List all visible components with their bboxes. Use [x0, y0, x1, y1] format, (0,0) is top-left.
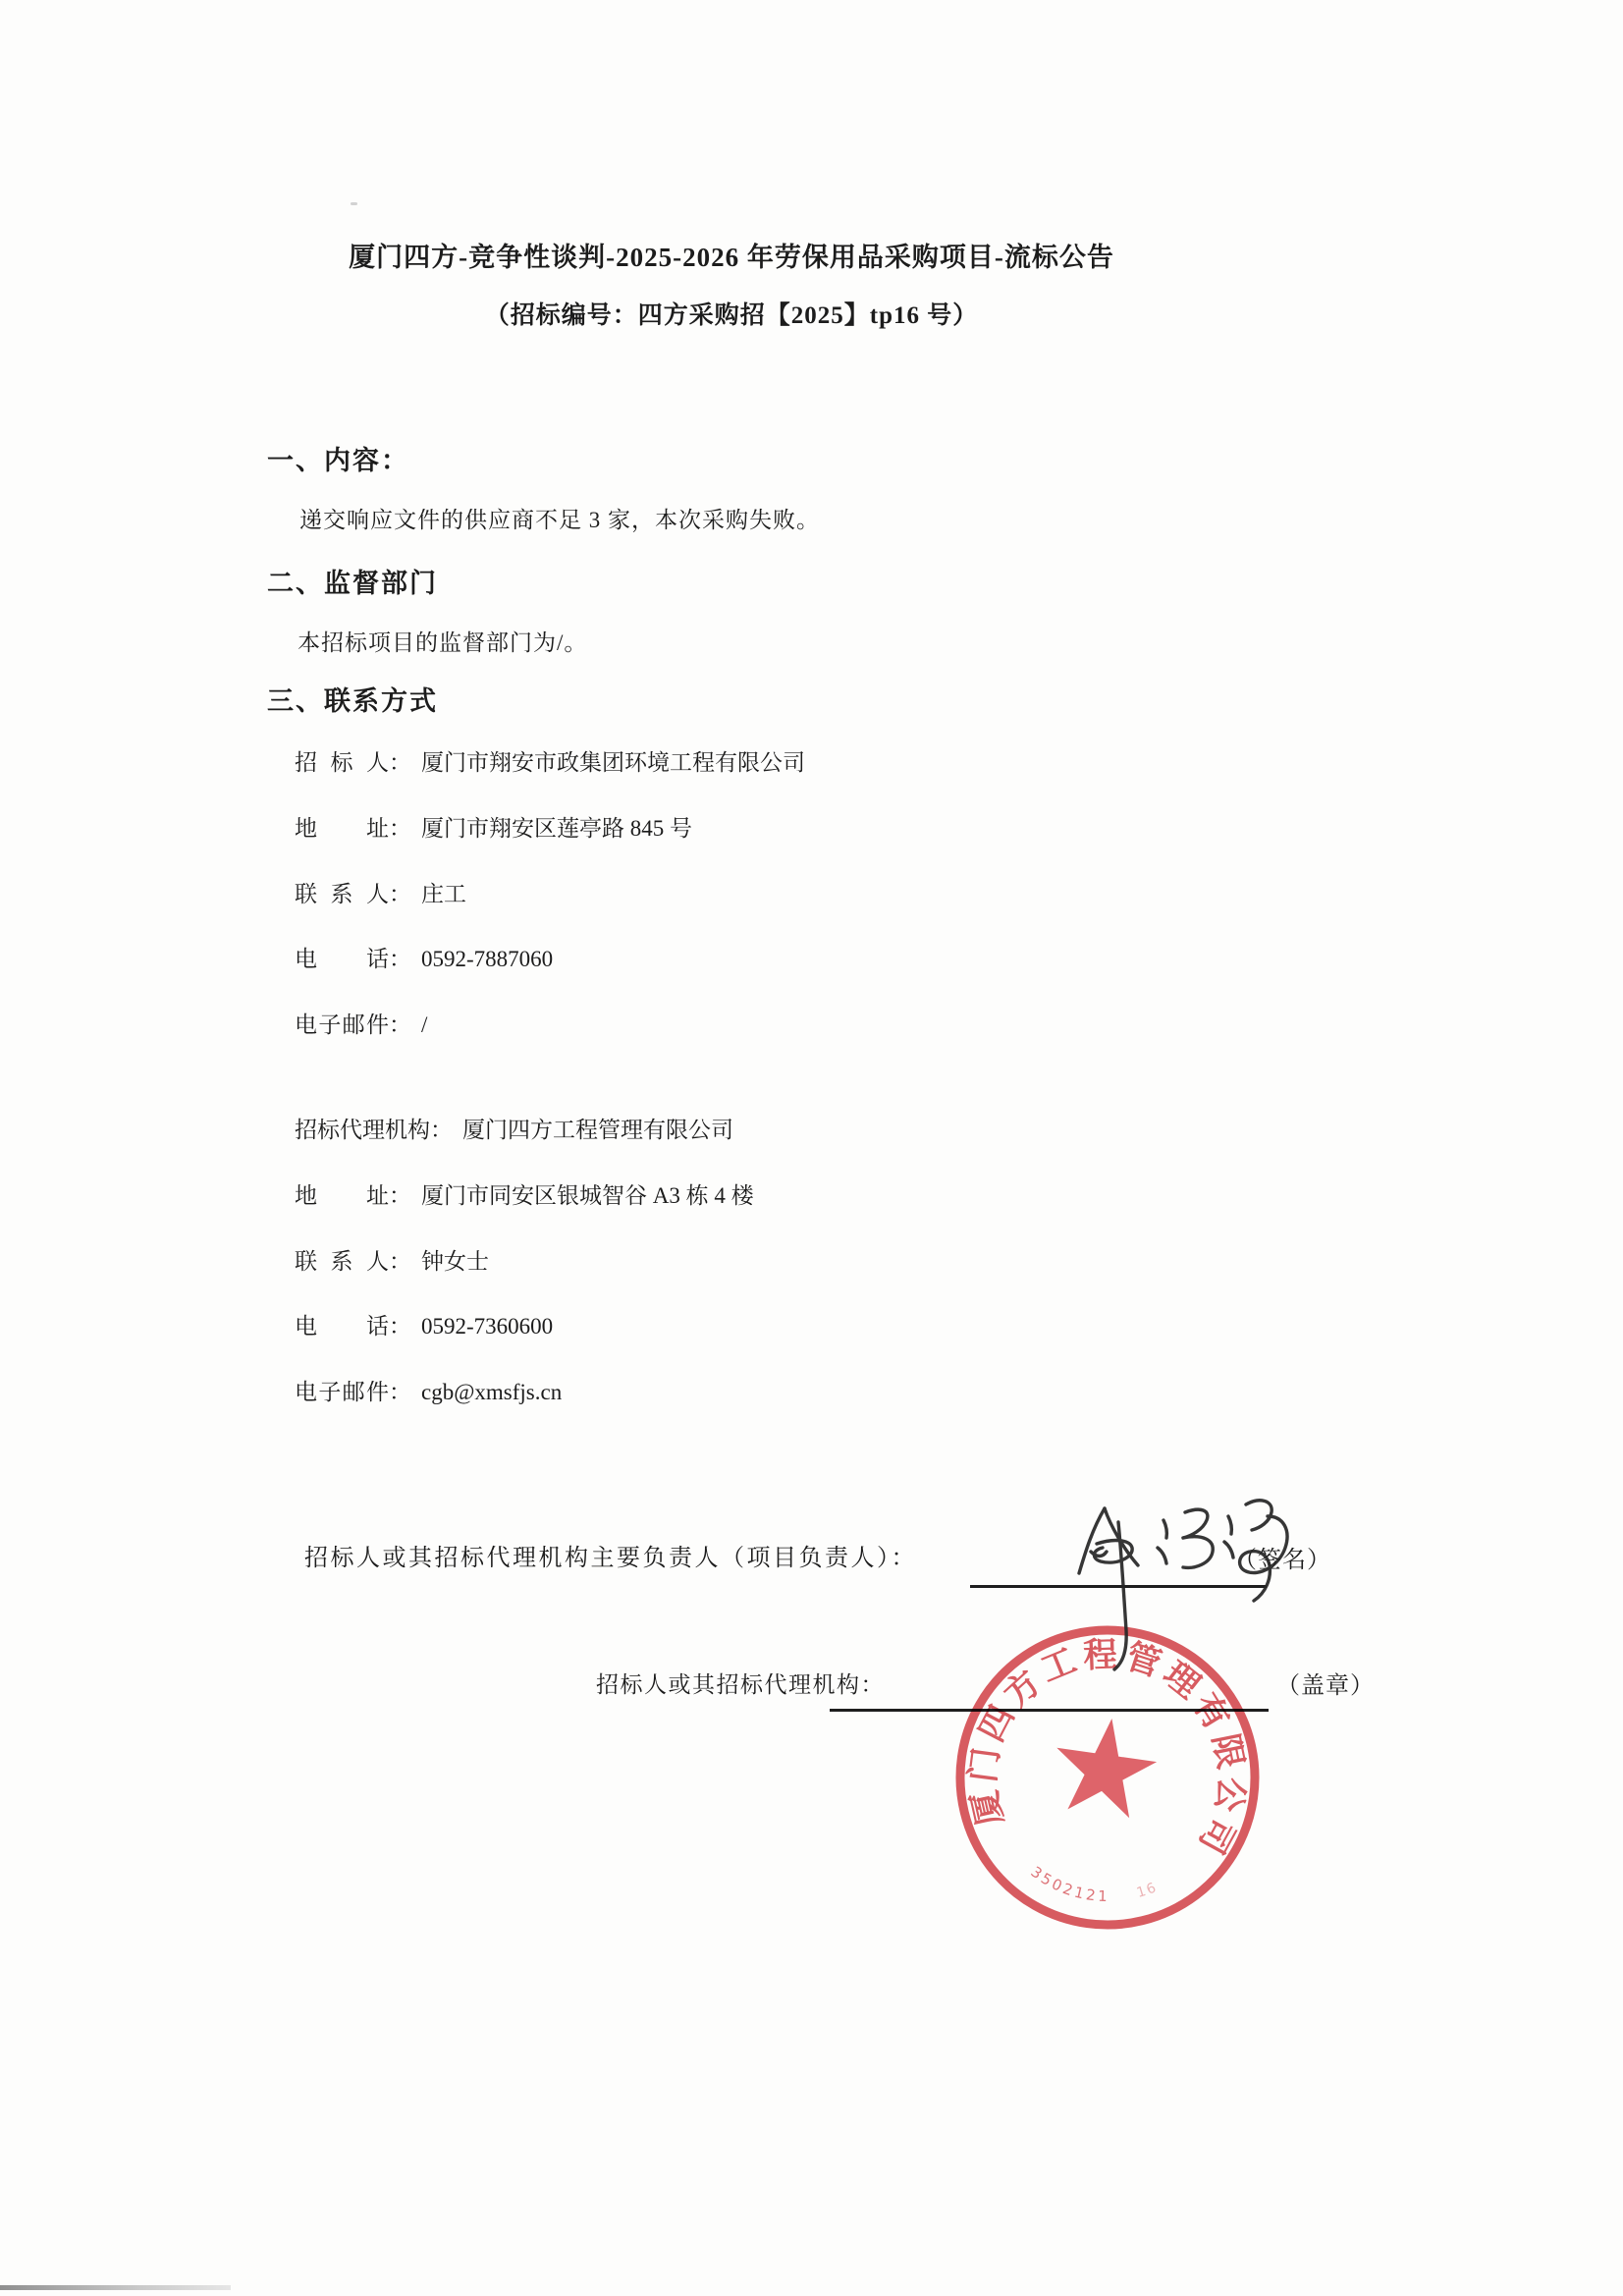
- contact-label: 电子邮件: [295, 1012, 389, 1037]
- agency-row-phone: [295, 1313, 754, 1341]
- principal-signoff-label: 招标人或其招标代理机构主要负责人（项目负责人）：: [304, 1546, 917, 1571]
- section-2-body: 本招标项目的监督部门为/。: [298, 630, 588, 655]
- scan-artifact-line: [0, 2285, 231, 2290]
- signature-strokes: [1079, 1501, 1287, 1669]
- bid-number-subtitle: （招标编号：四方采购招【2025】tp16 号）: [484, 302, 979, 329]
- tenderer-row-contact-person: [295, 881, 805, 909]
- contact-value: 厦门市同安区银城智谷 A3 栋 4 楼: [421, 1182, 754, 1208]
- scan-artifact-speck: [351, 202, 357, 205]
- contact-label: 电话: [295, 947, 389, 972]
- svg-text:3502121: [1025, 1862, 1114, 1907]
- tenderer-row-email: [295, 1011, 805, 1040]
- colon: ：: [389, 1182, 411, 1208]
- colon: ：: [389, 750, 411, 775]
- agency-row-contact-person: [295, 1248, 754, 1277]
- contact-label: 电话: [295, 1314, 389, 1339]
- stamp-suffix: （盖章）: [1276, 1673, 1375, 1699]
- colon: ：: [389, 815, 411, 841]
- colon: ：: [389, 1012, 411, 1037]
- tenderer-row-name: [295, 749, 805, 778]
- contact-label: 电子邮件: [295, 1380, 389, 1404]
- document-title: 厦门四方-竞争性谈判-2025-2026 年劳保用品采购项目-流标公告: [349, 243, 1114, 272]
- contact-label: 联系人: [295, 1248, 389, 1274]
- signature-suffix: （签名）: [1233, 1548, 1331, 1573]
- contact-value: 钟女士: [421, 1248, 489, 1274]
- contact-value: 厦门四方工程管理有限公司: [462, 1118, 733, 1142]
- agency-row-name: [295, 1117, 754, 1145]
- agency-row-address: [295, 1182, 754, 1211]
- org-signoff-label: 招标人或其招标代理机构：: [596, 1672, 885, 1697]
- seal-serial-fragment: 16: [1134, 1879, 1161, 1901]
- seal-star-icon: [1049, 1712, 1162, 1821]
- section-2-heading: 二、监督部门: [267, 569, 438, 598]
- colon: ：: [389, 1314, 411, 1339]
- contact-label: 招标人: [295, 750, 389, 775]
- contact-label: 地址: [295, 815, 389, 841]
- colon: ：: [389, 947, 411, 972]
- section-1-body: 递交响应文件的供应商不足 3 家，本次采购失败。: [299, 508, 820, 532]
- colon: ：: [389, 881, 411, 906]
- contact-value: /: [421, 1012, 428, 1037]
- colon: ：: [389, 1248, 411, 1274]
- contact-value: cgb@xmsfjs.cn: [421, 1380, 563, 1404]
- section-3-heading: 三、联系方式: [267, 686, 438, 716]
- contact-label: 联系人: [295, 881, 389, 906]
- contact-value: 庄工: [421, 881, 466, 906]
- svg-text:16: [1133, 1877, 1163, 1904]
- tenderer-row-phone: [295, 946, 805, 974]
- contact-value: 厦门市翔安区莲亭路 845 号: [421, 815, 692, 841]
- contact-value: 0592-7887060: [421, 947, 554, 972]
- colon: ：: [389, 1380, 411, 1404]
- colon: ：: [430, 1118, 453, 1142]
- contact-value: 0592-7360600: [421, 1314, 554, 1339]
- seal-serial-number: 3502121: [1027, 1862, 1110, 1906]
- agency-contact-block: [295, 1117, 754, 1407]
- section-1-heading: 一、内容：: [267, 446, 409, 475]
- tenderer-contact-block: [295, 749, 805, 1040]
- agency-row-email: [295, 1379, 754, 1407]
- tenderer-row-address: [295, 815, 805, 844]
- handwritten-signature: [1036, 1483, 1311, 1689]
- contact-label: 地址: [295, 1182, 389, 1208]
- seal-company-name: 厦门四方工程管理有限公司: [963, 1635, 1252, 1865]
- contact-value: 厦门市翔安市政集团环境工程有限公司: [421, 750, 805, 775]
- contact-label: 招标代理机构: [295, 1118, 430, 1142]
